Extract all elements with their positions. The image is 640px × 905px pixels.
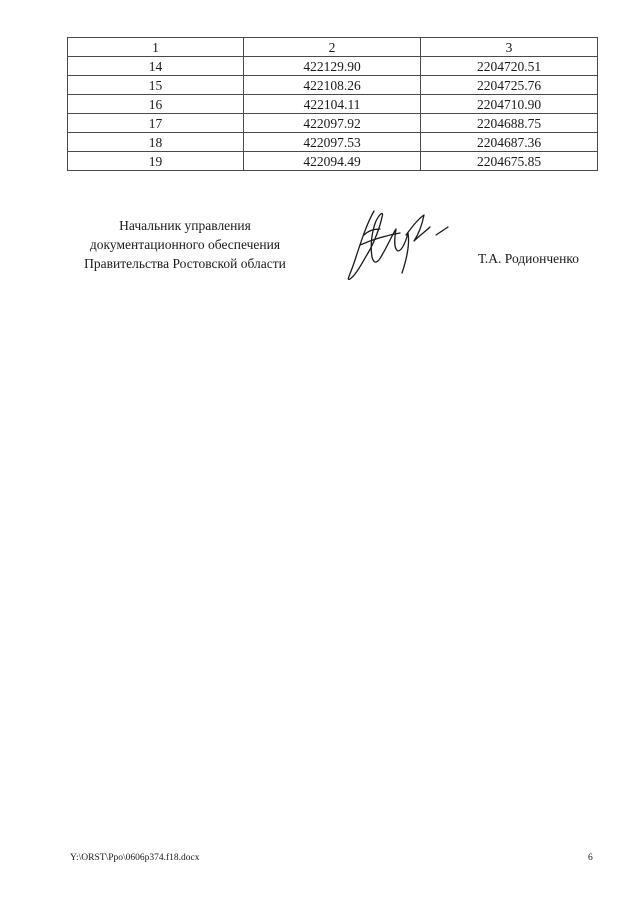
- position-line: Правительства Ростовской области: [84, 256, 286, 271]
- x-coordinate-cell: 422108.26: [244, 76, 421, 95]
- table-row: [68, 133, 598, 152]
- y-coordinate-cell: 2204687.36: [421, 133, 598, 152]
- point-number-cell: 19: [68, 152, 244, 171]
- point-number-cell: 15: [68, 76, 244, 95]
- y-coordinate-cell: 2204710.90: [421, 95, 598, 114]
- x-coordinate-cell: 422129.90: [244, 57, 421, 76]
- position-line: документационного обеспечения: [89, 237, 281, 252]
- coordinates-table-body: [68, 38, 598, 171]
- x-coordinate-cell: 422104.11: [244, 95, 421, 114]
- y-coordinate-cell: 2204720.51: [421, 57, 598, 76]
- point-number-cell: 18: [68, 133, 244, 152]
- footer-file-path: Y:\ORST\Ppo\0606p374.f18.docx: [70, 853, 200, 863]
- table-row: [68, 114, 598, 133]
- x-coordinate-cell: 422097.92: [244, 114, 421, 133]
- y-coordinate-cell: 2204688.75: [421, 114, 598, 133]
- point-number-cell: 17: [68, 114, 244, 133]
- y-coordinate-cell: 2204675.85: [421, 152, 598, 171]
- table-row: [68, 76, 598, 95]
- x-coordinate-cell: 422097.53: [244, 133, 421, 152]
- point-number-cell: 16: [68, 95, 244, 114]
- coordinates-table: [67, 37, 598, 171]
- table-row: [68, 95, 598, 114]
- position-line: Начальник управления: [119, 218, 251, 233]
- table-header-row: [68, 38, 598, 57]
- header-cell-3: 3: [421, 38, 598, 57]
- x-coordinate-cell: 422094.49: [244, 152, 421, 171]
- signer-name: Т.А. Родионченко: [478, 251, 579, 266]
- table-row: [68, 152, 598, 171]
- signatory-position: [70, 216, 300, 273]
- page-number: 6: [588, 853, 593, 863]
- point-number-cell: 14: [68, 57, 244, 76]
- handwritten-signature-icon: [340, 205, 455, 287]
- header-cell-2: 2: [244, 38, 421, 57]
- y-coordinate-cell: 2204725.76: [421, 76, 598, 95]
- header-cell-1: 1: [68, 38, 244, 57]
- table-row: [68, 57, 598, 76]
